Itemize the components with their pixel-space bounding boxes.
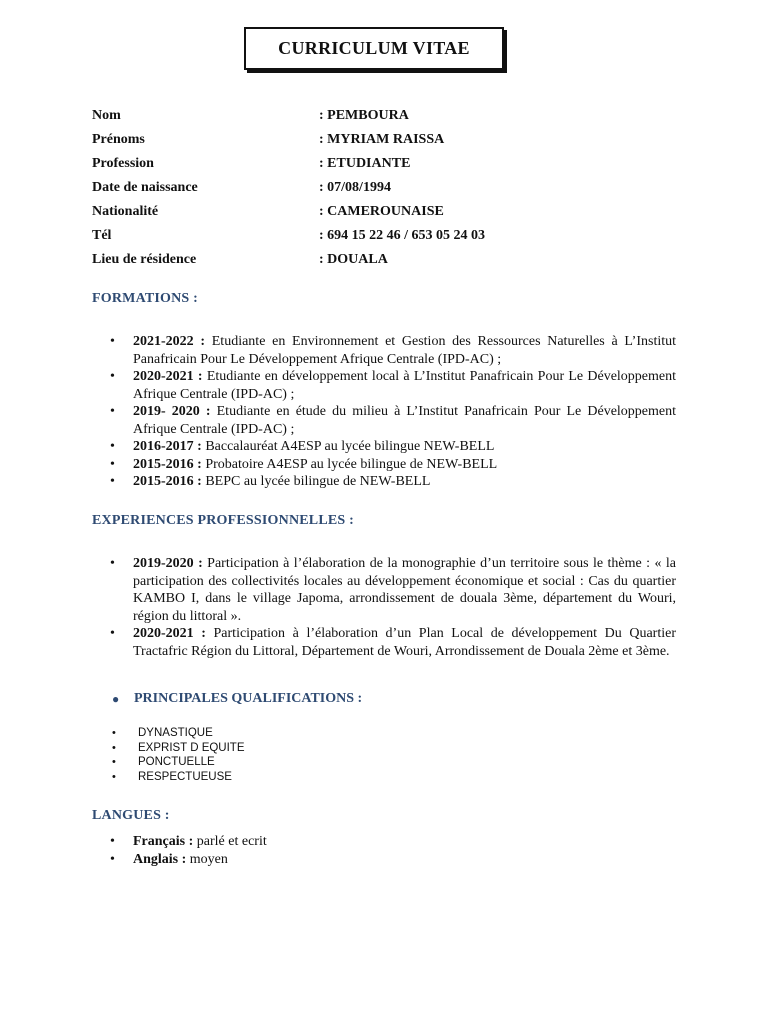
item-years: 2020-2021 :	[133, 369, 203, 384]
cv-title	[244, 27, 504, 70]
info-label: Nom	[92, 108, 121, 123]
list-item	[108, 333, 676, 368]
list-item	[108, 403, 676, 438]
list-item	[108, 438, 676, 456]
info-value: : CAMEROUNAISE	[319, 204, 444, 219]
item-text: Baccalauréat A4ESP au lycée bilingue NEW-BELL	[201, 439, 495, 454]
info-row-tel	[92, 224, 612, 248]
language-level: parlé et ecrit	[193, 834, 267, 849]
qualifications-heading-text: PRINCIPALES QUALIFICATIONS :	[134, 691, 363, 706]
language-name: Français :	[133, 834, 194, 849]
info-value: : ETUDIANTE	[319, 156, 411, 171]
info-label: Date de naissance	[92, 180, 198, 195]
item-years: 2019-2020 :	[133, 556, 203, 571]
bullet-icon: ●	[112, 691, 120, 706]
info-label: Profession	[92, 156, 154, 171]
qualifications-list	[110, 726, 510, 784]
list-item: • EXPRIST D EQUITE	[110, 741, 510, 756]
info-row-prenoms	[92, 128, 612, 152]
item-text: Probatoire A4ESP au lycée bilingue de NEW-BELL	[201, 456, 498, 472]
list-item	[108, 368, 676, 403]
item-text: Participation à l’élaboration de la monographie d’un territoire sous le thème : « la participation des collectivités locales au développement économique et social : Cas du quartier KAMBO I, dans le village Japoma, arrondissement de douala 3ème, département du Wouri, région du littoral ».	[133, 556, 676, 624]
list-item: • PONCTUELLE	[110, 755, 510, 770]
info-row-nom	[92, 104, 612, 128]
item-years: 2015-2016 :	[133, 456, 202, 472]
langues-heading: LANGUES :	[92, 808, 170, 823]
info-value: : 07/08/1994	[319, 180, 391, 195]
list-item: • DYNASTIQUE	[110, 726, 510, 741]
info-row-nationalite	[92, 200, 612, 224]
list-item	[108, 625, 676, 660]
item-years: 2019- 2020 :	[133, 404, 211, 419]
info-row-residence	[92, 248, 612, 272]
cv-title-text: CURRICULUM VITAE	[278, 38, 470, 58]
item-years: 2020-2021 :	[133, 626, 206, 641]
personal-info	[92, 104, 612, 272]
item-years: 2021-2022 :	[133, 334, 206, 349]
item-text: Participation à l’élaboration d’un Plan Local de développement Du Quartier Tractafric Région du Littoral, Département de Wouri, Arrondissement de Douala 2ème et 3ème.	[133, 626, 677, 659]
language-name: Anglais :	[133, 851, 187, 867]
list-item	[108, 555, 676, 625]
info-label: Nationalité	[92, 204, 159, 219]
item-text: BEPC au lycée bilingue de NEW-BELL	[201, 474, 431, 489]
info-label: Lieu de résidence	[92, 252, 197, 267]
list-item	[108, 456, 676, 474]
experiences-list	[108, 555, 676, 660]
item-years: 2016-2017 :	[133, 439, 202, 454]
info-value: : 694 15 22 46 / 653 05 24 03	[319, 228, 486, 243]
langues-list	[108, 833, 508, 868]
item-text: Etudiante en Environnement et Gestion des Ressources Naturelles à L’Institut Panafricain Pour Le Développement Afrique Centrale (IPD-AC) ;	[133, 334, 676, 367]
list-item: • RESPECTUEUSE	[110, 770, 510, 785]
formations-list	[108, 333, 676, 491]
qualifications-heading	[112, 691, 362, 707]
info-label: Tél	[92, 228, 112, 243]
info-label: Prénoms	[92, 132, 145, 147]
info-value: : MYRIAM RAISSA	[319, 132, 445, 147]
info-value: : PEMBOURA	[319, 108, 409, 123]
info-row-date-naissance	[92, 176, 612, 200]
item-text: Etudiante en développement local à L’Institut Panafricain Pour Le Développement Afrique Centrale (IPD-AC) ;	[133, 369, 677, 402]
formations-heading: FORMATIONS :	[92, 291, 198, 306]
list-item	[108, 833, 508, 851]
info-row-profession	[92, 152, 612, 176]
list-item	[108, 851, 508, 869]
language-level: moyen	[186, 851, 228, 867]
item-years: 2015-2016 :	[133, 474, 202, 489]
item-text: Etudiante en étude du milieu à L’Institut Panafricain Pour Le Développement Afrique Centrale (IPD-AC) ;	[133, 404, 676, 437]
list-item	[108, 473, 676, 491]
experiences-heading: EXPERIENCES PROFESSIONNELLES :	[92, 513, 354, 528]
info-value: : DOUALA	[319, 252, 388, 267]
